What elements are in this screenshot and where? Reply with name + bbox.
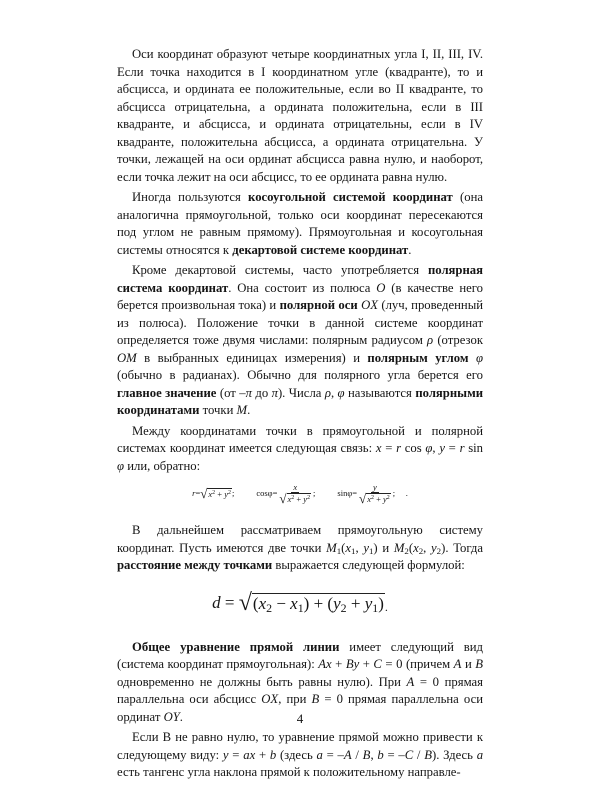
text: (луч, проведенный из полюса). Положение точки в данной системе координат определяется тоже двумя числами: полярным радиусом xyxy=(117,298,484,347)
formula-cos xyxy=(256,482,315,506)
math: = xyxy=(272,488,278,499)
distance-formula xyxy=(117,589,483,617)
text: = xyxy=(228,747,244,762)
text: ) и xyxy=(373,540,394,555)
text: (в качестве него берется произвольная тока) и xyxy=(117,280,483,312)
text: в выбранных единицах измерения) и xyxy=(136,350,368,365)
math: B xyxy=(362,747,371,762)
text: , xyxy=(355,540,364,555)
math: cos xyxy=(256,488,268,499)
math: 2 xyxy=(212,490,216,497)
math: ρ xyxy=(427,333,434,347)
text: ). Числа xyxy=(277,385,325,400)
math: x xyxy=(413,540,419,555)
math: + xyxy=(346,593,365,613)
math: 2 xyxy=(307,495,311,502)
math: 1 xyxy=(336,545,342,556)
math: y xyxy=(333,593,341,613)
math: B xyxy=(424,747,432,762)
text: , xyxy=(432,441,440,455)
math: A xyxy=(406,674,415,689)
math: ax xyxy=(243,747,256,762)
math: 2 xyxy=(436,545,442,556)
math: Ax xyxy=(318,657,332,671)
text: до xyxy=(251,385,272,400)
term-principal-value: главное значение xyxy=(117,385,217,400)
math: ) xyxy=(378,593,384,613)
text: одновременно не должны быть равны нулю). При xyxy=(117,674,407,689)
sqrt: √ $x^2 + y^2$ xyxy=(200,486,231,501)
text: . xyxy=(247,403,251,417)
text: . Она состоит из полюса xyxy=(228,280,377,295)
math: 2 xyxy=(404,545,409,556)
text: (обычно в радианах). Обычно для полярного угла берется его xyxy=(117,368,483,382)
math: a xyxy=(316,747,323,762)
text: , xyxy=(330,385,338,400)
math: B xyxy=(475,657,484,671)
term-cartesian-system: декартовой системе координат xyxy=(232,242,409,257)
term-line-equation: Общее уравнение прямой линии xyxy=(132,639,340,654)
text: ). Тогда xyxy=(441,540,484,555)
text: + xyxy=(331,657,346,671)
text: есть тангенс угла наклона прямой к положительному направле- xyxy=(117,765,461,779)
text: = xyxy=(444,441,460,455)
text: + xyxy=(359,657,374,671)
math: M xyxy=(236,403,248,417)
math: φ xyxy=(347,488,353,499)
text: = – xyxy=(322,747,344,762)
text xyxy=(469,351,476,365)
text: = 0 (причем xyxy=(381,657,454,671)
term-distance: расстояние между точками xyxy=(117,558,273,572)
text: и xyxy=(461,657,476,671)
text: Между координатами точки в прямоугольной и полярной системах координат имеется следующая связь: xyxy=(117,423,483,455)
math: + xyxy=(373,494,383,504)
math: . xyxy=(384,600,388,614)
term-polar-coordinates: полярными координатами xyxy=(117,385,484,417)
math: A xyxy=(343,747,352,762)
math: C xyxy=(373,657,382,671)
text: точки xyxy=(199,403,237,417)
math: 2 xyxy=(227,490,231,497)
math: 1 xyxy=(372,600,379,615)
math: y xyxy=(439,441,445,455)
math: y xyxy=(222,747,229,762)
math: d xyxy=(212,592,221,612)
math: b xyxy=(377,747,384,762)
math: y xyxy=(373,482,377,492)
math: sin xyxy=(337,488,348,499)
math: 2 xyxy=(291,495,295,502)
text: . xyxy=(179,709,183,724)
math: φ xyxy=(117,458,125,473)
page-number: 4 xyxy=(296,711,304,726)
text: (она аналогична прямоугольной, только оси координат пересекаются под углом не равным прямому). Прямоугольная и косоугольная системы относятся к xyxy=(117,190,484,257)
paragraph-distance xyxy=(117,522,483,575)
page-body xyxy=(117,46,483,785)
text: ). Здесь xyxy=(431,747,477,762)
text: . xyxy=(408,242,412,257)
math: ) xyxy=(303,593,310,613)
math: M xyxy=(326,540,337,555)
math: O xyxy=(376,280,386,295)
math: x xyxy=(208,489,213,499)
math: C xyxy=(404,747,414,762)
math: π xyxy=(245,385,252,400)
math: 2 xyxy=(266,600,273,615)
text: имеет следующий вид (система координат прямоугольная): xyxy=(117,639,483,671)
text: (здесь xyxy=(276,747,317,762)
math: + xyxy=(309,593,328,613)
text: Иногда пользуются xyxy=(132,190,249,204)
math: x xyxy=(290,593,298,613)
text: выражается следующей формулой: xyxy=(272,558,465,572)
math: 2 xyxy=(418,545,424,556)
math: = xyxy=(220,592,239,612)
math: = xyxy=(195,488,201,499)
math: ; xyxy=(231,488,235,499)
math: φ xyxy=(337,385,345,400)
math: x xyxy=(345,540,352,555)
math: y xyxy=(303,494,308,504)
text: = 0 прямая параллельна оси ординат xyxy=(117,692,483,724)
math: ( xyxy=(327,593,334,613)
math: OY xyxy=(163,709,180,724)
text: Кроме декартовой системы, часто употребляется xyxy=(132,263,428,277)
math: 2 xyxy=(386,495,390,502)
math: OX xyxy=(361,298,378,312)
paragraph-quadrants xyxy=(117,46,483,186)
text: или, обратно: xyxy=(124,458,201,473)
math: π xyxy=(271,385,278,400)
sqrt: √ $(x_2 - x_1) + (y_2 + y_1)$ xyxy=(238,589,384,616)
math: x xyxy=(367,494,371,504)
paragraph-conversion xyxy=(117,423,483,476)
polar-conversion-formulas xyxy=(117,478,483,510)
text: = – xyxy=(383,747,405,762)
text: / xyxy=(413,747,425,762)
text: , при xyxy=(278,692,312,706)
math: − xyxy=(272,593,291,613)
text: cos xyxy=(401,441,426,455)
text: называются xyxy=(344,385,416,400)
math: y xyxy=(431,540,437,555)
math: 1 xyxy=(351,545,356,556)
fraction: y √ $x^2 + y^2$ xyxy=(359,482,390,506)
paragraph-slope-form xyxy=(117,729,483,782)
math: B xyxy=(311,692,320,706)
math: + xyxy=(294,494,304,504)
math: 2 xyxy=(340,600,347,615)
math: r xyxy=(192,488,196,499)
math: OM xyxy=(117,350,137,365)
math: By xyxy=(345,657,360,671)
math: 1 xyxy=(297,600,304,615)
math: φ xyxy=(425,441,433,455)
math: r xyxy=(396,441,402,455)
math: y xyxy=(382,494,387,504)
math: b xyxy=(269,747,277,762)
math: x xyxy=(293,482,298,492)
text: Оси координат образуют четыре координатных угла I, II, III, IV. Если точка находится в I координатном угле (квадранте), то и абсцисса, и ордината ее положительные, если во II квадранте, то абсцисса отрицательна, а ордината положительна, если в III квадранте, и абсцисса, и ордината отрицательны, если в IV квадранте, положительна абсцисса, а ордината отрицательна. У точки, лежащей на оси ординат абсцисса равна нулю, и наоборот, если точка лежит на оси абсцисс, то ее ордината равна нулю. xyxy=(117,47,483,184)
text: + xyxy=(255,747,270,762)
math: x xyxy=(258,593,267,613)
math: a xyxy=(476,747,484,762)
text: (от – xyxy=(216,385,246,400)
math: y xyxy=(363,540,369,555)
term-polar-axis: полярной оси xyxy=(279,298,358,312)
math: ; xyxy=(313,488,316,499)
text: , xyxy=(370,747,378,762)
math: ( xyxy=(252,593,259,613)
math: x xyxy=(287,494,292,504)
math: M xyxy=(393,540,405,555)
math: 2 xyxy=(370,495,374,502)
math: + xyxy=(215,489,225,499)
text: sin xyxy=(464,441,484,455)
term-polar-system: полярная система координат xyxy=(117,263,483,295)
math: 1 xyxy=(368,545,374,556)
math: ; . xyxy=(392,488,408,499)
math: y xyxy=(364,593,373,613)
text: ( xyxy=(341,540,346,555)
text: ( xyxy=(408,540,414,555)
math: = xyxy=(352,488,358,499)
term-oblique-system: косоугольной системой координат xyxy=(248,190,453,204)
paragraph-polar-system xyxy=(117,262,483,420)
formula-sin xyxy=(337,482,407,506)
text: (отрезок xyxy=(433,333,483,347)
math: r xyxy=(459,441,465,455)
math: OX xyxy=(261,692,279,706)
text: В дальнейшем рассматриваем прямоугольную систему координат. Пусть имеются две точки xyxy=(117,523,483,555)
fraction: x √ $x^2 + y^2$ xyxy=(279,482,311,506)
math: φ xyxy=(475,350,484,365)
text: , xyxy=(423,540,432,555)
formula-r xyxy=(192,485,234,503)
math: φ xyxy=(267,488,273,499)
text: Если B не равно нулю, то уравнение прямой можно привести к следующему виду: xyxy=(117,730,483,762)
math: x xyxy=(375,441,382,455)
text: / xyxy=(351,747,363,762)
math: A xyxy=(453,657,462,671)
math: y xyxy=(224,489,228,499)
text: = xyxy=(381,441,397,455)
paragraph-oblique-system xyxy=(117,189,483,259)
text: = 0 прямая параллельна оси абсцисс xyxy=(117,674,483,706)
term-polar-angle: полярным углом xyxy=(367,350,469,365)
math: ρ xyxy=(324,385,331,400)
